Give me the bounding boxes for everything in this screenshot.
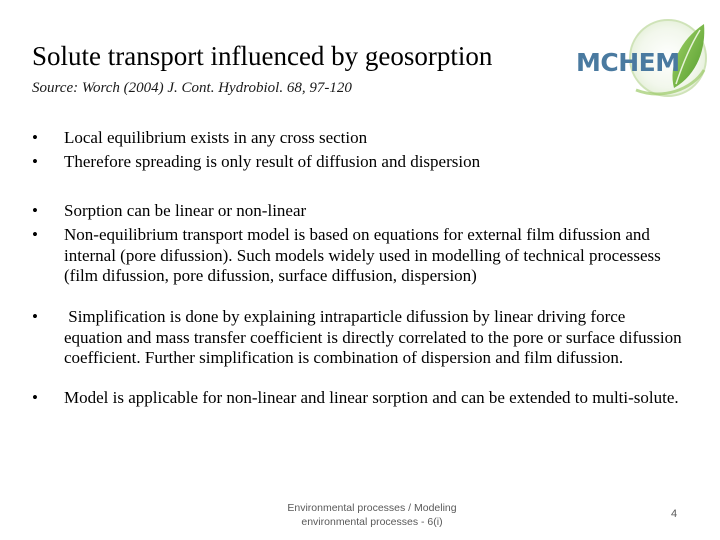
source-citation: Source: Worch (2004) J. Cont. Hydrobiol. 68, 97-120 <box>32 80 352 96</box>
bullet-text: Non-equilibrium transport model is based on equations for external film difussion and internal (pore difussion). Such models widely used in modelling of technical processess (film difussion, pore difussion, surface diffusion, dispersion) <box>64 225 661 285</box>
bullet-marker: • <box>32 201 38 220</box>
bullet-marker: • <box>32 307 38 326</box>
bullet-marker: • <box>32 128 38 147</box>
slide-title: Solute transport influenced by geosorption <box>32 41 493 71</box>
bullet-item <box>32 225 684 287</box>
bullet-text: Model is applicable for non-linear and linear sorption and can be extended to multi-solute. <box>64 388 679 407</box>
bullet-marker: • <box>32 152 38 171</box>
bullet-item <box>32 201 684 222</box>
bullet-text: Simplification is done by explaining intraparticle difussion by linear driving force equation and mass transfer coefficient is directly correlated to the pore or surface difussion coefficient. Further simplification is combination of dispersion and film difussion. <box>64 307 686 367</box>
slide-footer <box>262 501 482 529</box>
mchem-logo <box>572 18 708 98</box>
footer-line: environmental processes - 6(i) <box>301 516 443 528</box>
bullet-item <box>32 307 686 369</box>
bullet-text: Local equilibrium exists in any cross section <box>64 128 368 147</box>
bullet-text: Therefore spreading is only result of diffusion and dispersion <box>64 152 481 171</box>
page-number: 4 <box>670 508 678 520</box>
bullet-item <box>32 388 684 409</box>
logo-text: MCHEM <box>576 48 680 77</box>
bullet-marker: • <box>32 225 38 244</box>
bullet-item <box>32 152 684 173</box>
bullet-marker: • <box>32 388 38 407</box>
bullet-item <box>32 128 684 149</box>
footer-line: Environmental processes / Modeling <box>287 502 457 514</box>
bullet-text: Sorption can be linear or non-linear <box>64 201 307 220</box>
